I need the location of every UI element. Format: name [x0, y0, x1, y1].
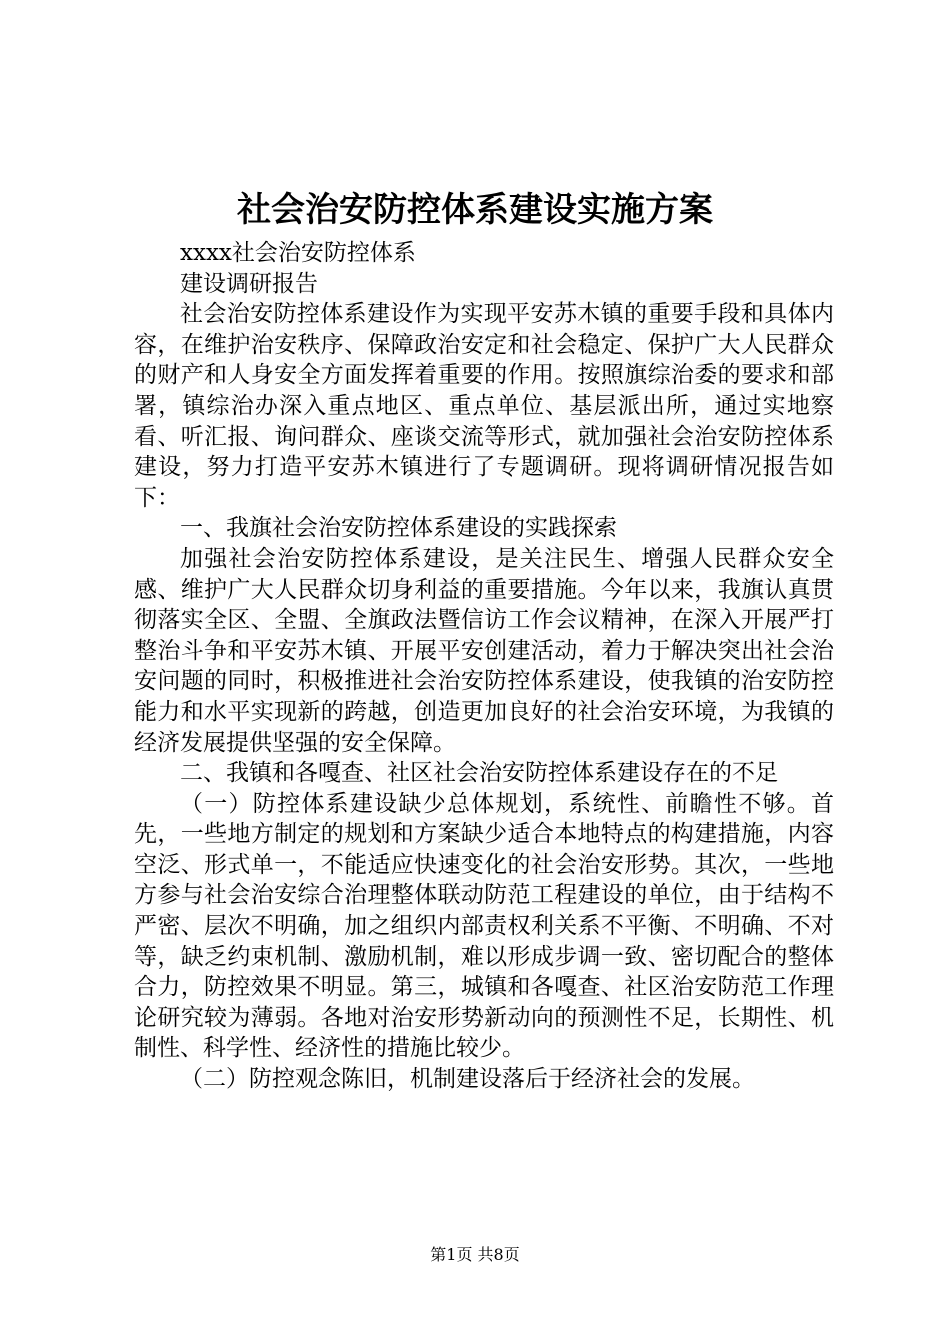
paragraph-problem-1: （一）防控体系建设缺少总体规划，系统性、前瞻性不够。首先，一些地方制定的规划和方案缺少适合本地特点的构建措施，内容空泛、形式单一，不能适应快速变化的社会治安形势。其次，一些地方参与社会治安综合治理整体联动防范工程建设的单位，由于结构不严密、层次不明确，加之组织内部责权利关系不平衡、不明确、不对等，缺乏约束机制、激励机制，难以形成步调一致、密切配合的整体合力，防控效果不明显。第三，城镇和各嘎查、社区治安防范工作理论研究较为薄弱。各地对治安形势新动向的预测性不足，长期性、机制性、科学性、经济性的措施比较少。 — [134, 790, 834, 1062]
document-body — [134, 238, 834, 1095]
section-heading-1: 一、我旗社会治安防控体系建设的实践探索 — [180, 515, 617, 542]
document-title: 社会治安防控体系建设实施方案 — [237, 190, 713, 230]
subtitle-line-1: xxxx社会治安防控体系 — [180, 240, 416, 266]
paragraph-problem-2: （二）防控观念陈旧，机制建设落后于经济社会的发展。 — [180, 1066, 755, 1093]
subtitle-line-2: 建设调研报告 — [180, 270, 318, 297]
paragraph-intro: 社会治安防控体系建设作为实现平安苏木镇的重要手段和具体内容，在维护治安秩序、保障政治安定和社会稳定、保护广大人民群众的财产和人身安全方面发挥着重要的作用。按照旗综治委的要求和部署，镇综治办深入重点地区、重点单位、基层派出所，通过实地察看、听汇报、询问群众、座谈交流等形式，就加强社会治安防控体系建设，努力打造平安苏木镇进行了专题调研。现将调研情况报告如下： — [134, 301, 834, 511]
section-heading-2: 二、我镇和各嘎查、社区社会治安防控体系建设存在的不足 — [180, 760, 778, 787]
paragraph-practice: 加强社会治安防控体系建设，是关注民生、增强人民群众安全感、维护广大人民群众切身利益的重要措施。今年以来，我旗认真贯彻落实全区、全盟、全旗政法暨信访工作会议精神，在深入开展严打整治斗争和平安苏木镇、开展平安创建活动，着力于解决突出社会治安问题的同时，积极推进社会治安防控体系建设，使我镇的治安防控能力和水平实现新的跨越，创造更加良好的社会治安环境，为我镇的经济发展提供坚强的安全保障。 — [134, 545, 834, 756]
page-footer: 第1页 共8页 — [430, 1245, 520, 1264]
